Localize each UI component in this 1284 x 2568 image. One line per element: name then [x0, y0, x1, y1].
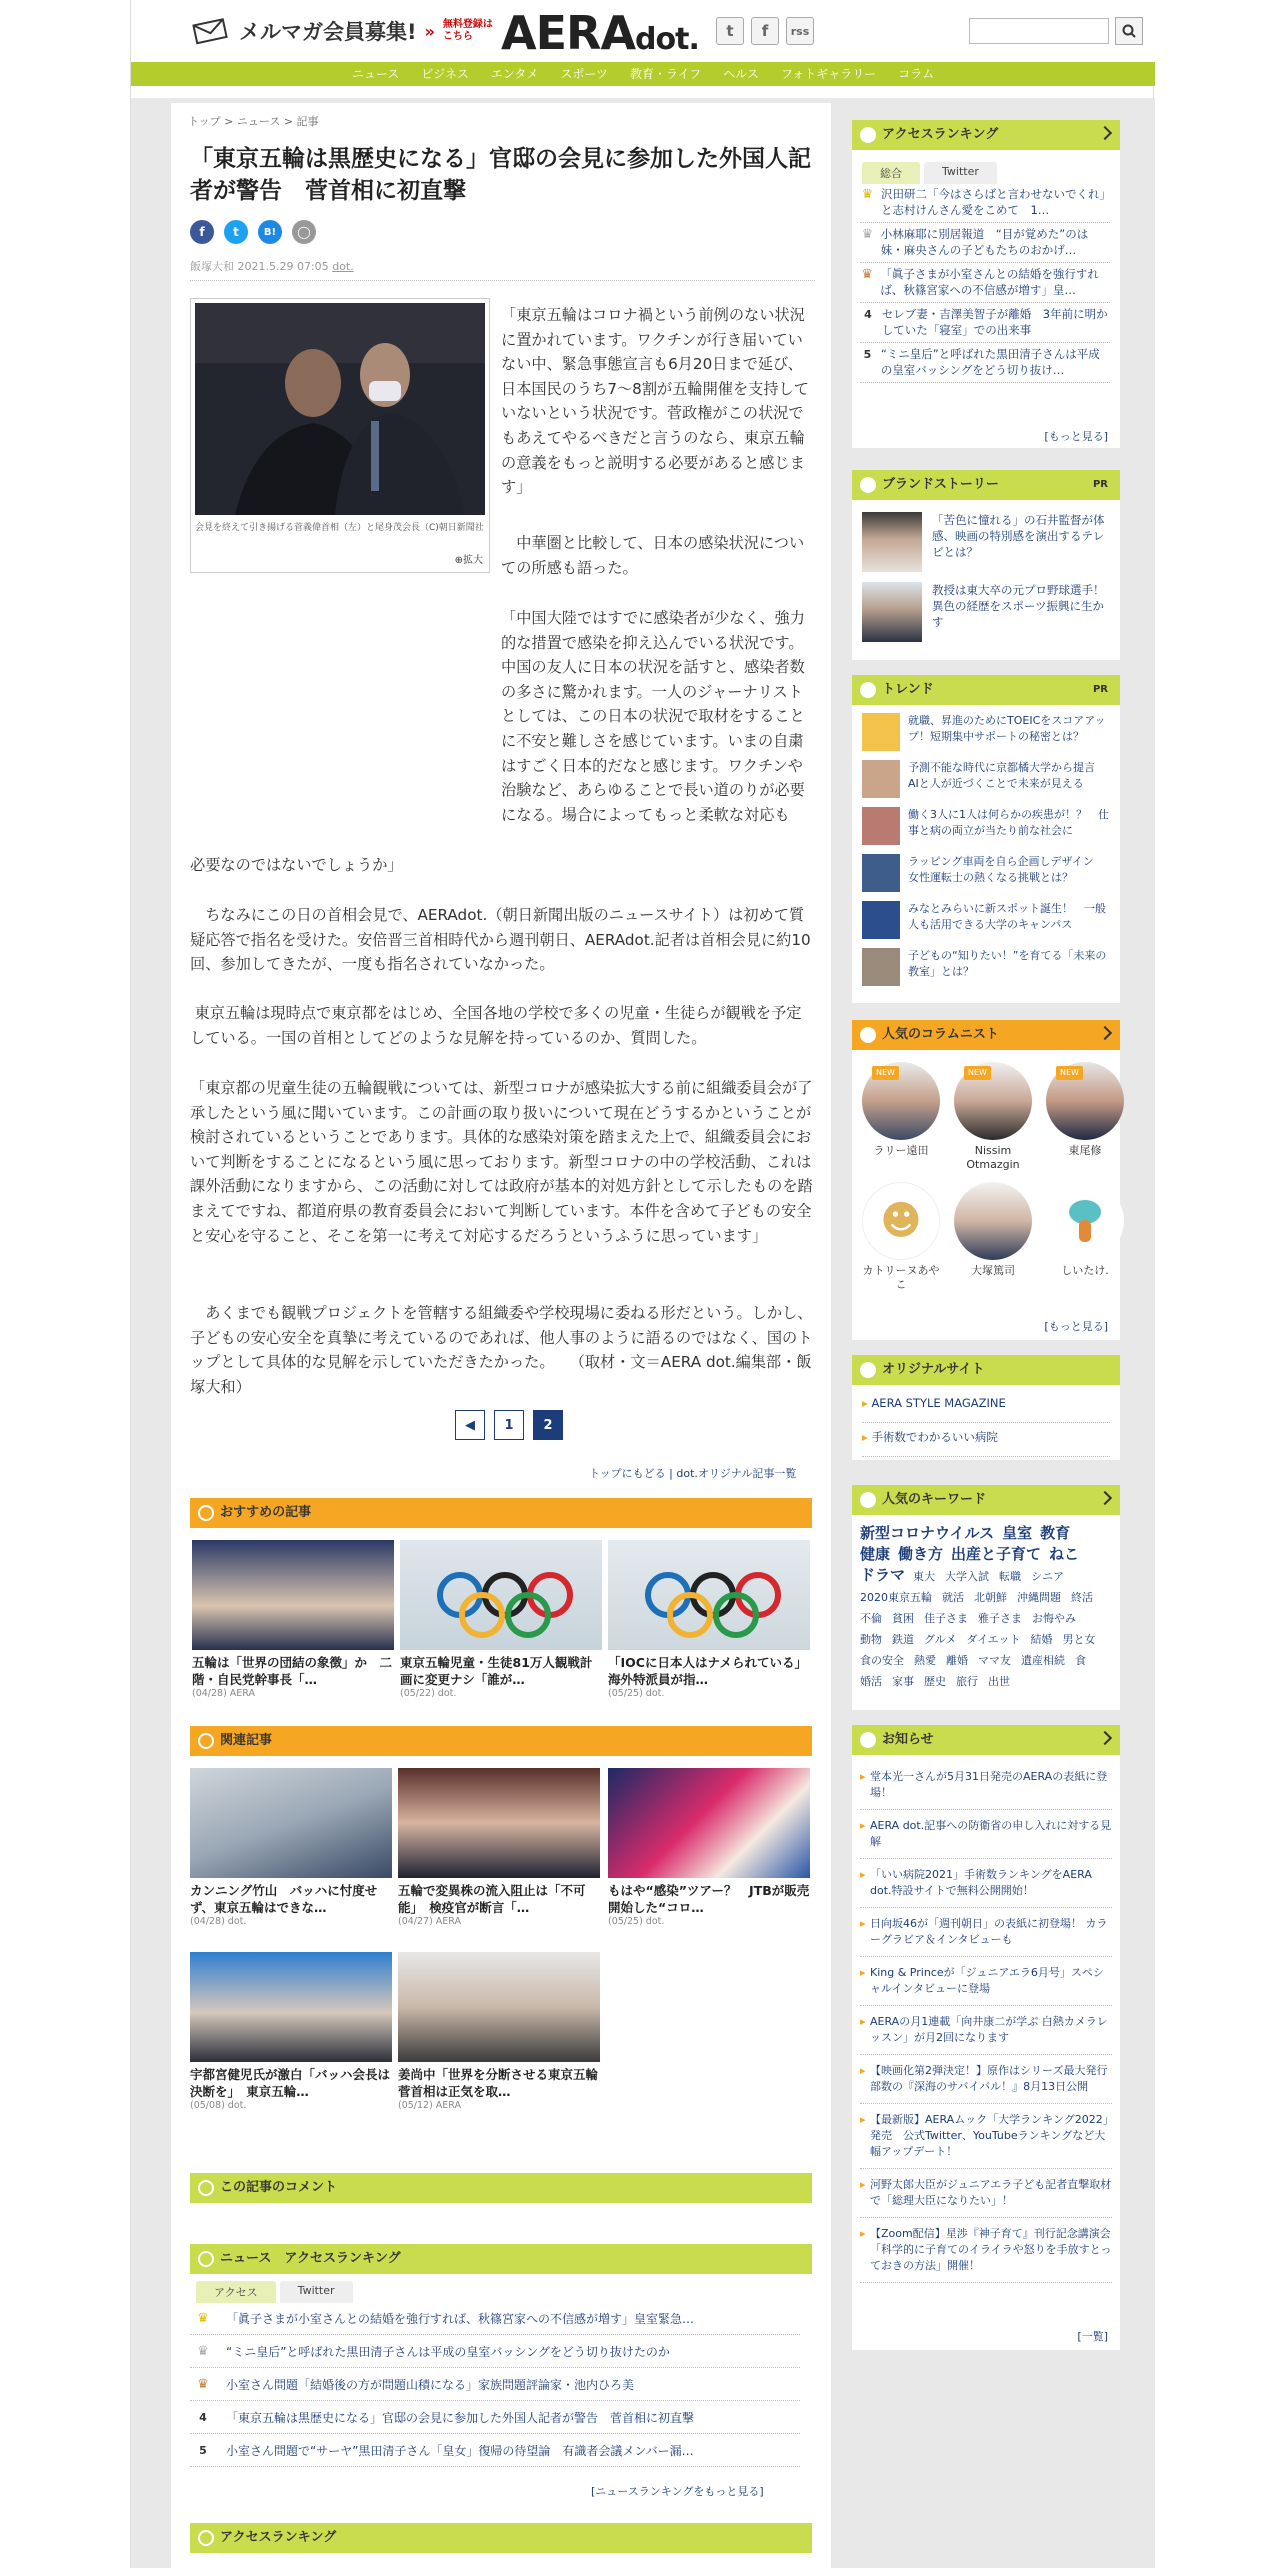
keywords-header[interactable]: 人気のキーワード [852, 1485, 1120, 1515]
main-nav [131, 62, 1155, 86]
item-title: 「IOCに日本人はナメられている」海外特派員が指… [608, 1655, 807, 1687]
keyword-link[interactable]: 雅子さま [978, 1612, 1022, 1625]
columnist-row [860, 1062, 1126, 1172]
keyword-link[interactable]: 婚活 [860, 1675, 882, 1688]
notice-item[interactable]: ▸ 「いい病院2021」手術数ランキングをAERA dot.特設サイトで無料公開開始！ [860, 1859, 1112, 1908]
item-meta: (05/25) dot. [608, 1688, 665, 1699]
item-title: 東京五輪児童・生徒81万人観戦計画に変更ナシ「誰が… [400, 1655, 593, 1687]
keyword-link[interactable]: シニア [1031, 1570, 1065, 1583]
keyword-link[interactable]: ドラマ [860, 1566, 906, 1584]
trend-item[interactable]: みなとみらいに新スポット誕生！ 一般人も活用できる大学のキャンパス [862, 901, 1110, 939]
zoom-button[interactable]: ⊕拡大 [454, 555, 483, 566]
recommended-item[interactable] [192, 1540, 394, 1699]
prev-page-button[interactable]: ◀ [455, 1410, 485, 1440]
site-logo[interactable]: AERAdot. [501, 6, 699, 60]
side-ranking [852, 120, 1120, 448]
columnists-more[interactable]: [もっと見る] [1044, 1320, 1108, 1333]
related-item[interactable] [398, 1768, 600, 1927]
keywords [852, 1485, 1120, 1710]
thumbnail [862, 512, 922, 572]
keyword-link[interactable]: 家事 [892, 1675, 914, 1688]
info-icon [860, 1732, 876, 1748]
recommended-item[interactable] [608, 1540, 810, 1699]
person-icon [860, 682, 876, 698]
recommended-item[interactable] [400, 1540, 602, 1699]
tab-twitter[interactable]: Twitter [924, 162, 997, 184]
crown-gold-icon: ♛ [861, 187, 874, 202]
byline: 飯塚大和 2021.5.29 07:05 dot. [190, 260, 354, 273]
brand-story [852, 470, 1120, 660]
target-icon [860, 1492, 876, 1508]
paragraph: 「東京五輪はコロナ禍という前例のない状況に置かれています。ワクチンが行き届いていない中、緊急事態宣言も6月20日まで延び、日本国民のうち7～8割が五輪開催を支持していないという状況です。菅政権がこの状況でもあえてやるべきだと言うのなら、東京五輪の意義をもっと説明する必要があると感じます」 [501, 306, 809, 497]
original-header: オリジナルサイト [852, 1355, 1120, 1385]
thumbnail [190, 1768, 392, 1878]
thumbnail [398, 1768, 600, 1878]
columnists-header[interactable]: 人気のコラムニスト [852, 1020, 1120, 1050]
notice-list [860, 1761, 1112, 2283]
site-header [131, 0, 1155, 62]
social-links [716, 17, 814, 45]
hatena-share-icon[interactable]: B! [258, 220, 282, 244]
facebook-share-icon[interactable]: f [190, 220, 214, 244]
person-icon [860, 477, 876, 493]
keyword-link[interactable]: 離婚 [946, 1654, 968, 1667]
item-title: 五輪は「世界の団結の象徴」か 二階・自民党幹事長「… [192, 1655, 393, 1687]
newsletter-sub: 無料登録は こちら [442, 19, 493, 42]
envelope-icon [191, 17, 231, 45]
related-item[interactable] [190, 1768, 392, 1927]
keyword-link[interactable]: ダイエット [966, 1633, 1021, 1646]
nav-column[interactable]: コラム [898, 67, 935, 81]
keyword-link[interactable]: 東大 [913, 1570, 936, 1583]
thumbnail [862, 901, 900, 939]
ranking-item[interactable]: 4 「東京五輪は黒歴史になる」官邸の会見に参加した外国人記者が警告 菅首相に初直撃 [190, 2401, 800, 2434]
keyword-link[interactable]: 健康 [860, 1545, 891, 1563]
columnist[interactable]: ☻ カトリーヌあやこ [860, 1182, 942, 1292]
nav-entertainment[interactable]: エンタメ [490, 67, 539, 81]
keyword-link[interactable]: 不倫 [860, 1612, 882, 1625]
keyword-link[interactable]: 沖縄問題 [1017, 1591, 1061, 1604]
footer-links[interactable]: トップにもどる | dot.オリジナル記事一覧 [589, 1467, 797, 1480]
paragraph: 東京五輪は現時点で東京都をはじめ、全国各地の学校で多くの児童・生徒らが観戦を予定している。一国の首相としてどのような見解を持っているのか、質問した。 [190, 1004, 802, 1047]
paragraph: 必要なのではないでしょうか」 [190, 856, 403, 874]
ranking-item[interactable]: ♛ 「眞子さまが小室さんとの結婚を強行すれば、秋篠宮家への不信感が増す」皇室緊急… [190, 2302, 800, 2335]
source-link[interactable]: dot. [332, 260, 354, 273]
keyword-link[interactable]: 2020東京五輪 [860, 1591, 932, 1604]
nav-photo[interactable]: フォトギャラリー [780, 67, 877, 81]
item-title: 五輪で変異株の流入阻止は「不可能」 検疫官が断言「… [398, 1883, 586, 1915]
paragraph: ちなみにこの日の首相会見で、AERAdot.（朝日新聞出版のニュースサイト）は初めて質疑応答で指名を受けた。安倍晋三首相時代から週刊朝日、AERAdot.記者は首相会見に約10回、参加してきたが、一度も指名されていなかった。 [190, 906, 811, 974]
item-title: 姜尚中「世界を分断させる東京五輪 菅首相は正気を取… [398, 2067, 611, 2099]
columnist[interactable]: NEW Nissim Otmazgin [952, 1062, 1034, 1172]
keyword-link[interactable]: 結婚 [1030, 1633, 1053, 1646]
paragraph: 中華圏と比較して、日本の感染状況についての所感も語った。 [501, 534, 805, 577]
breadcrumb[interactable]: トップ > ニュース > 記事 [188, 115, 319, 128]
keyword-link[interactable]: 旅行 [956, 1675, 978, 1688]
item-meta: (05/12) AERA [398, 2100, 462, 2111]
item-title: 宇都宮健児氏が激白「バッハ会長は決断を」 東京五輪… [190, 2067, 391, 2099]
keyword-link[interactable]: 遺産相続 [1021, 1654, 1065, 1667]
item-meta: (04/28) dot. [190, 1916, 247, 1927]
crown-icon [198, 2530, 214, 2546]
ranking-item[interactable]: 5 小室さん問題で“サーヤ”黒田清子さん「皇女」復帰の待望論 有識者会議メンバー漏… [190, 2434, 800, 2467]
item-meta: (05/25) dot. [608, 1916, 665, 1927]
keyword-link[interactable]: 新型コロナウイルス [860, 1524, 995, 1542]
trend-item[interactable]: 予測不能な時代に京都橘大学から提言 AIと人が近づくことで未来が見える [862, 760, 1110, 798]
network-icon [198, 1505, 214, 1521]
trend-item[interactable]: 就職、昇進のためにTOEICをスコアアップ！短期集中サポートの秘密とは？ [862, 713, 1110, 751]
keyword-link[interactable]: グルメ [924, 1633, 957, 1646]
notice-item[interactable]: ▸ 河野太郎大臣がジュニアエラ子ども記者直撃取材で「総理大臣になりたい」！ [860, 2169, 1112, 2218]
notice-item[interactable]: ▸ 【Zoom配信】星渉『神子育て』刊行記念講演会「科学的に子育てのイライラや怒りを手放すとっておきの方法」開催！ [860, 2218, 1112, 2283]
item-meta: (04/27) AERA [398, 1916, 462, 1927]
keyword-link[interactable]: 北朝鮮 [974, 1591, 1007, 1604]
crown-bronze-icon: ♛ [861, 267, 874, 282]
search-icon [1122, 24, 1136, 38]
article-column [171, 103, 831, 2568]
keyword-link[interactable]: 佳子さま [924, 1612, 968, 1625]
ranking-item[interactable]: ♛ “ミニ皇后”と呼ばれた黒田清子さんは平成の皇室バッシングをどう切り抜けたのか [190, 2335, 800, 2368]
item-title: もはや“感染”ツアー？ JTBが販売開始した“コロ… [608, 1883, 810, 1915]
newsletter-label: メルマガ会員募集! [239, 20, 417, 44]
crown-gold-icon: ♛ [197, 2310, 209, 2326]
comment-share-icon[interactable]: ◯ [292, 220, 316, 244]
news-ranking-header: ニュース アクセスランキング [190, 2244, 812, 2274]
related-item[interactable] [608, 1768, 810, 1927]
keyword-link[interactable]: 働き方 [898, 1545, 944, 1563]
rss-icon[interactable]: rss [786, 17, 814, 45]
nav-business[interactable]: ビジネス [421, 67, 469, 81]
crown-icon [198, 2251, 214, 2267]
thumbnail [190, 1952, 392, 2062]
chevron-right-icon [1098, 126, 1112, 140]
notice-item[interactable]: ▸ King & Princeが「ジュニアエラ6月号」スペシャルインタビューに登場 [860, 1957, 1112, 2006]
trend-item[interactable]: ラッピング車両を自ら企画しデザイン 女性運転士の熱くなる挑戦とは？ [862, 854, 1110, 892]
related-item[interactable] [190, 1952, 392, 2111]
notice-item[interactable]: ▸ AERAの月1連載「向井康二が学ぶ 白熱カメラレッスン」が月2回になります [860, 2006, 1112, 2055]
crown-silver-icon: ♛ [197, 2343, 209, 2359]
comment-icon [198, 2180, 214, 2196]
paragraph: 「東京都の児童生徒の五輪観戦については、新型コロナが感染拡大する前に組織委員会が了承したという風に聞いています。この計画の取り扱いについて現在どうするかということが検討されているということであります。具体的な感染対策を踏まえた上で、組織委員会において判断をすることになるという風に思っております。新型コロナの中の学校活動、これは課外活動になりますから、この活動に対しては政府が基本的対処方針として示したものを踏まえてですね、都道府県の教育委員会において判断しています。本件を含めて子どもの安全と安心を守ること、そこを第一に考えて対応するだろうというふうに思っています」 [190, 1079, 813, 1245]
item-meta: (05/22) dot. [400, 1688, 457, 1699]
keyword-link[interactable]: 鉄道 [892, 1633, 914, 1646]
thumbnail [862, 948, 900, 986]
news-ranking-more-link[interactable]: [ニュースランキングをもっと見る] [591, 2485, 764, 2498]
keyword-cloud [860, 1523, 1115, 1692]
keyword-link[interactable]: 就活 [942, 1591, 964, 1604]
search-button[interactable] [1115, 17, 1143, 45]
nav-sports[interactable]: スポーツ [560, 67, 608, 81]
page [130, 0, 1154, 2568]
trend-item[interactable]: 子どもの“知りたい！”を育てる「未来の教室」とは？ [862, 948, 1110, 986]
related-item[interactable] [398, 1952, 611, 2111]
globe-icon [860, 1362, 876, 1378]
original-item[interactable]: ▸ 手術数でわかるいい病院 [862, 1429, 1110, 1457]
keyword-link[interactable]: ねこ [1049, 1545, 1080, 1563]
trend [852, 675, 1120, 1003]
article-photo[interactable] [190, 298, 490, 573]
trend-item[interactable]: 働く3人に1人は何らかの疾患が！？ 仕事と病の両立が当たり前な社会に [862, 807, 1110, 845]
facebook-icon[interactable]: f [751, 17, 779, 45]
original-sites [852, 1355, 1120, 1460]
brand-item[interactable]: 教授は東大卒の元プロ野球選手！異色の経歴をスポーツ振興に生かす [862, 582, 1110, 642]
nav-education[interactable]: 教育・ライフ [629, 67, 702, 81]
thumbnail [862, 807, 900, 845]
photo-image [195, 303, 485, 515]
side-ranking-tabs [862, 162, 997, 184]
page-2-button[interactable]: 2 [533, 1410, 563, 1440]
keyword-link[interactable]: 終活 [1071, 1591, 1093, 1604]
photo-caption: 会見を終えて引き揚げる菅義偉首相（左）と尾身茂会長（C)朝日新聞社 [195, 523, 484, 533]
keyword-link[interactable]: 歴史 [924, 1675, 946, 1688]
notices-header[interactable]: お知らせ [852, 1725, 1120, 1755]
news-ranking-tabs [196, 2281, 353, 2303]
keyword-link[interactable]: 男と女 [1062, 1633, 1096, 1646]
item-title: カンニング竹山 バッハに忖度せず、東京五輪はできな… [190, 1883, 378, 1915]
paragraph: あくまでも観戦プロジェクトを管轄する組織委や学校現場に委ねる形だという。しかし、子どもの安心安全を真摯に考えているのであれば、他人事のように語るのではなく、国のトップとして具体的な見解を示していただきたかった。 （取材・文＝AERA dot.編集部・飯塚大和） [190, 1304, 813, 1396]
notice-item[interactable]: ▸ 堂本光一さんが5月31日発売のAERAの表紙に登場！ [860, 1761, 1112, 1810]
arrow-icon: » [424, 21, 435, 41]
tab-overall[interactable]: 総合 [862, 162, 920, 184]
nav-health[interactable]: ヘルス [723, 67, 759, 81]
recommended-header: おすすめの記事 [190, 1498, 812, 1528]
network-icon [198, 1733, 214, 1749]
keyword-link[interactable]: ママ友 [978, 1654, 1011, 1667]
share-buttons [190, 220, 316, 244]
side-ranking-item[interactable]: 4 セレブ妻・吉澤美智子が離婚 3年前に明かしていた「寝室」での出来事 [860, 303, 1110, 343]
paragraph: 「中国大陸ではすでに感染者が少なく、強力的な措置で感染を抑え込んでいる状況です。中国の友人に日本の状況を話すと、感染者数の多さに驚かれます。一人のジャーナリストとしては、この日本の状況で取材をすることに不安と難しさを感じています。いまの自粛はすごく日本的だなと感じます。ワクチンや治験など、あらゆることで長い道のりが必要になる。場合によってもっと柔軟な対応も [501, 609, 805, 824]
columnists [852, 1020, 1120, 1340]
keyword-link[interactable]: 熱愛 [914, 1654, 936, 1667]
newsletter-banner[interactable] [191, 16, 493, 46]
thumbnail [608, 1768, 810, 1878]
crown-silver-icon: ♛ [861, 227, 874, 242]
notice-item[interactable]: ▸ 日向坂46が「週刊朝日」の表紙に初登場！ カラーグラビア＆インタビューも [860, 1908, 1112, 1957]
keyword-link[interactable]: 大学入試 [945, 1570, 990, 1583]
brand-story-header: ブランドストーリー PR [852, 470, 1120, 500]
keyword-link[interactable]: 転職 [999, 1570, 1022, 1583]
zoom-icon: ⊕ [454, 555, 463, 566]
columnist[interactable]: NEW ラリー遠田 [860, 1062, 942, 1172]
columnist[interactable]: 大塚篤司 [952, 1182, 1034, 1292]
thumbnail [608, 1540, 810, 1650]
twitter-share-icon[interactable]: t [224, 220, 248, 244]
thumbnail [398, 1952, 600, 2062]
columnist[interactable]: しいたけ. [1044, 1182, 1126, 1292]
trend-header: トレンド PR [852, 675, 1120, 705]
access-ranking-header: アクセスランキング [190, 2523, 812, 2553]
page-1-button[interactable]: 1 [494, 1410, 524, 1440]
keyword-link[interactable]: 皇室 [1002, 1524, 1033, 1542]
side-ranking-item[interactable]: 5 “ミニ皇后”と呼ばれた黒田清子さんは平成の皇室バッシングをどう切り抜け… [860, 343, 1110, 383]
keyword-link[interactable]: 動物 [860, 1633, 882, 1646]
related-header: 関連記事 [190, 1726, 812, 1756]
item-meta: (04/28) AERA [192, 1688, 256, 1699]
thumbnail [862, 854, 900, 892]
side-ranking-header[interactable]: アクセスランキング [852, 120, 1120, 150]
notice-item[interactable]: ▸ 【最新版】AERAムック「大学ランキング2022」発売 公式Twitter、YouTubeランキングなど大幅アップデート！ [860, 2104, 1112, 2169]
article-title: 「東京五輪は黒歴史になる」官邸の会見に参加した外国人記者が警告 菅首相に初直撃 [190, 146, 811, 204]
side-ranking-item[interactable]: ♛ 小林麻耶に別居報道 “目が覚めた”のは妹・麻央さんの子どもたちのおかげ… [860, 223, 1110, 263]
columnist-row [860, 1182, 1126, 1292]
thumbnail [400, 1540, 602, 1650]
notice-item[interactable]: ▸ 【映画化第2弾決定！】原作はシリーズ最大発行部数の『深海のサバイバル！』8月13日公開 [860, 2055, 1112, 2104]
keyword-link[interactable]: お悔やみ [1032, 1612, 1076, 1625]
search-input[interactable] [969, 18, 1109, 44]
notices [852, 1725, 1120, 2350]
item-meta: (05/08) dot. [190, 2100, 247, 2111]
notice-item[interactable]: ▸ AERA dot.記事への防衛省の申し入れに対する見解 [860, 1810, 1112, 1859]
keyword-link[interactable]: 貧困 [892, 1612, 914, 1625]
tab-twitter[interactable]: Twitter [280, 2281, 353, 2303]
keyword-link[interactable]: 教育 [1040, 1524, 1071, 1542]
nav-news[interactable]: ニュース [351, 67, 400, 81]
thumbnail [192, 1540, 394, 1650]
columnist[interactable]: NEW 東尾修 [1044, 1062, 1126, 1172]
original-item[interactable]: ▸ AERA STYLE MAGAZINE [862, 1395, 1110, 1423]
ranking-item[interactable]: ♛ 小室さん問題「結婚後の方が問題山積になる」家族問題評論家・池内ひろ美 [190, 2368, 800, 2401]
keyword-link[interactable]: 出世 [988, 1675, 1010, 1688]
side-ranking-more[interactable]: [もっと見る] [1044, 430, 1108, 443]
thumbnail [862, 582, 922, 642]
keyword-link[interactable]: 出産と子育て [951, 1545, 1042, 1563]
pagination [455, 1410, 563, 1440]
side-ranking-item[interactable]: ♛ 「眞子さまが小室さんとの結婚を強行すれば、秋篠宮家への不信感が増す」皇… [860, 263, 1110, 303]
comments-header: この記事のコメント [190, 2173, 812, 2203]
twitter-icon[interactable]: t [716, 17, 744, 45]
pen-icon [860, 1027, 876, 1043]
keyword-link[interactable]: 食の安全 [860, 1654, 904, 1667]
thumbnail [862, 713, 900, 751]
divider [190, 280, 815, 281]
crown-bronze-icon: ♛ [197, 2376, 209, 2392]
tab-access[interactable]: アクセス [196, 2281, 276, 2303]
keyword-link[interactable]: 食 [1075, 1654, 1086, 1667]
notices-more[interactable]: [一覧] [1077, 2330, 1108, 2343]
thumbnail [862, 760, 900, 798]
brand-item[interactable]: 「苦色に憧れる」の石井監督が体感、映画の特別感を演出するテレビとは？ [862, 512, 1110, 572]
side-ranking-item[interactable]: ♛ 沢田研二「今はさらばと言わせないでくれ」と志村けんさん愛をこめて 1… [860, 183, 1110, 223]
crown-icon [860, 127, 876, 143]
